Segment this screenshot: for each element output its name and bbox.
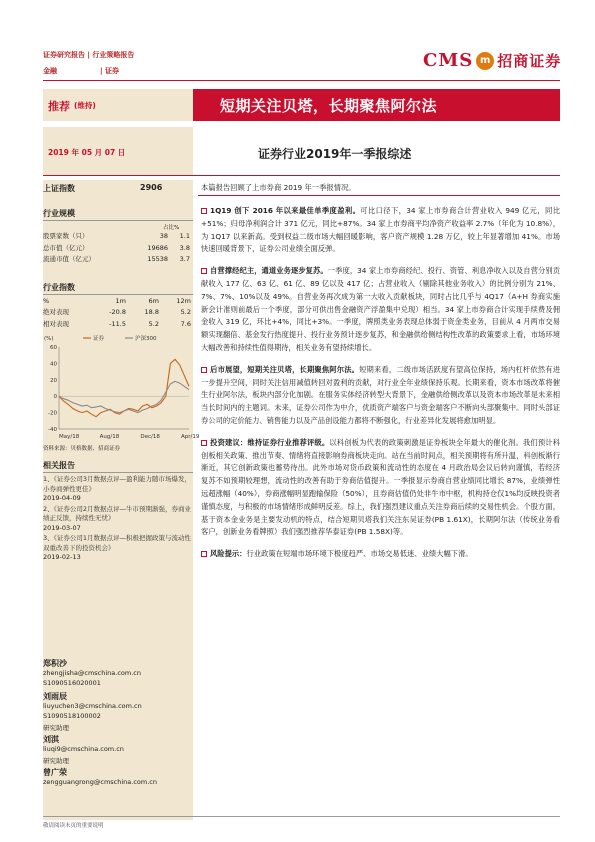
related-report-date: 2019-03-07 — [43, 523, 81, 532]
logo-mark-icon: m — [476, 52, 494, 70]
bullet-lead: 自营撑经纪主，通道业务逐步复苏。 — [210, 266, 328, 276]
y-tick-label: 40 — [50, 361, 57, 368]
main-body — [201, 205, 560, 561]
analyst-name: 曾广荣 — [43, 767, 67, 777]
related-title: 相关报告 — [43, 461, 75, 470]
related-report-date: 2019-04-09 — [43, 494, 81, 502]
summary-rule — [198, 195, 560, 196]
subsector-label: | 证券 — [100, 67, 119, 75]
bullet-item — [201, 265, 560, 355]
sector-label: 金融 — [43, 67, 57, 75]
analyst-list — [43, 658, 193, 787]
perf-row-label: 绝对表现 — [43, 308, 69, 316]
perf-row — [43, 320, 193, 330]
scale-row-label: 总市值（亿元） — [43, 243, 89, 252]
bullet-lead: 投资建议：维持证券行业推荐评级。 — [210, 437, 330, 447]
scale-row — [43, 244, 193, 254]
analyst-name: 刘淇 — [43, 734, 59, 744]
bullet-item — [201, 364, 560, 428]
perf-title: 行业指数 — [43, 283, 75, 292]
series-line — [59, 381, 189, 412]
logo-cn-text: 招商证券 — [497, 52, 562, 70]
legend-label: 证券 — [93, 336, 105, 342]
related-report-item[interactable]: 1、《证券公司3月数据点评—盈利能力随市场爆发，小券商弹性更佳》 — [43, 475, 192, 493]
perf-header-1m: 1m — [115, 297, 126, 305]
subtitle-rule — [43, 175, 560, 176]
perf-header-12m: 12m — [176, 297, 191, 305]
analyst-email[interactable]: liuyuchen3@cmschina.com.cn — [43, 702, 142, 710]
bullet-square-icon — [201, 268, 207, 274]
analyst-card — [43, 757, 193, 787]
scale-row-pct: 1.1 — [179, 232, 190, 240]
bullet-text: 行业政策在短端市场环境下极度趋严、市场交易低迷、业绩大幅下滑。 — [246, 549, 473, 559]
y-tick-label: 0 — [53, 394, 57, 401]
header-rule — [43, 80, 560, 81]
y-unit-label: (%) — [44, 336, 54, 342]
y-tick-label: 60 — [50, 345, 57, 351]
related-report-date: 2019-02-13 — [43, 553, 81, 561]
analyst-email[interactable]: zengguangrong@cmschina.com.cn — [43, 777, 157, 786]
bullet-item — [201, 437, 560, 539]
bullet-text: 可比口径下，34 家上市券商合计营业收入 949 亿元，同比+51%；归母净利润合计 371 亿元，同比+87%。34 家上市券商平均净资产收益率 2.7%（年化为 10.8%），为 1Q17 以来新高。受到权益二级市场大幅回暖影响，客户资产规模 1.28 万亿，较上年显著增加 41%。市场快速回暖背景下，证券公司业绩全面反弹。 — [201, 206, 560, 254]
related-rule — [43, 472, 193, 473]
bullet-square-icon — [201, 367, 207, 373]
scale-row-value: 38 — [159, 232, 168, 240]
perf-rule — [43, 294, 193, 295]
x-tick-label: Apr/19 — [181, 434, 200, 440]
report-title: 短期关注贝塔，长期聚焦阿尔法 — [220, 97, 438, 115]
perf-row — [43, 308, 193, 318]
brand-logo — [423, 50, 561, 71]
scale-row-pct: 3.8 — [179, 243, 190, 252]
bullet-text: 以科创板为代表的政策刺激是证券板块全年最大的催化剂。我们预计科创板相关政策、推出节奏、情绪将直接影响券商板块走向。站在当前时间点，相关预期将有所升温，科创板渐行渐近，其它创新政策也蓄势待出。此外市场对货币政策和流动性的态度在 4 月政治局会议后转向谨慎，若经济复苏不如预期较理想，流动性的改善有助于券商估值提升。一季报显示券商自营业绩同比增长 87%，业绩弹性远超涨幅（40%），券商涨幅明显跑输保险（50%），且券商估值仍处非牛市中枢，机构持仓仅1%均反映投资者谨慎态度，与积极的市场情绪形成鲜明反差。综上，我们强烈建议重点关注券商后续的交易性机会。个股方面，基于资本金业务是主要发动机的特点，结合短期贝塔我们关注东吴证券(PB 1.61X)，长期阿尔法（传统业务看客户，创新业务看牌照）我们强烈推荐华泰证券(PB 1.58X)等。 — [201, 437, 561, 537]
chart-source: 资料来源：贝格数据、招商证券 — [43, 446, 121, 452]
index-label: 上证指数 — [43, 184, 75, 193]
bullet-square-icon — [201, 208, 207, 214]
bullet-item — [201, 548, 560, 561]
analyst-email[interactable]: liuqi9@cmschina.com.cn — [43, 744, 124, 753]
y-tick-label: 20 — [50, 377, 57, 384]
series-line — [59, 359, 189, 416]
related-list — [43, 475, 193, 563]
x-tick-label: May/18 — [59, 434, 80, 440]
analyst-role: 研究助理 — [43, 757, 69, 765]
scale-title: 行业规模 — [43, 209, 75, 218]
perf-header-unit: % — [43, 297, 50, 305]
scale-row-value: 19686 — [147, 243, 168, 252]
rating: 推荐 — [48, 100, 70, 113]
perf-row-12m: 7.6 — [180, 320, 191, 328]
perf-row-6m: 5.2 — [148, 320, 159, 328]
scale-col-header: 占比% — [163, 225, 180, 231]
scale-rule — [43, 220, 193, 221]
bullet-text: 一季度，34 家上市券商经纪、投行、资管、利息净收入以及自营分别贡献收入 177 亿、63 亿、61 亿、89 亿以及 417 亿；占营业收入（剔除其他业务收入）的比例分别为 21%、7%、7%、10%以及 49%。自营业务再次成为第一大收入贡献板块，同时占比几乎与 4Q17（A+H 券商实施新会计准则前最后一个季度，部分可供出售金融资产浮盈集中兑现）相当。34 家上市券商合计实现手续费及佣金收入 319 亿，环比+4%，同比+3%。一季度，牌照类业务表现总体弱于资金类业务，目前从 4 月两市交易额实现翻倍、基金发行热度提升、投行业务预计逐步复苏，和金融供给侧结构性改革的政策要求上看，市场环境大幅改善和持续性值得期待，相关业务有望持续增长。 — [201, 266, 561, 352]
bullet-lead: 1Q19 创下 2016 年以来最佳单季度盈利。 — [210, 206, 361, 215]
bullet-square-icon — [201, 551, 207, 557]
scale-table — [43, 232, 193, 265]
footer-rule — [43, 816, 560, 817]
analyst-card — [43, 724, 193, 754]
scale-row — [43, 232, 193, 242]
legend-label: 沪深300 — [135, 336, 157, 342]
scale-row-pct: 3.7 — [179, 255, 190, 263]
analyst-role: 研究助理 — [43, 724, 69, 732]
report-subtitle: 证券行业2019年一季报综述 — [258, 147, 412, 161]
scale-row — [43, 255, 193, 265]
bullet-text: 短期来看，二级市场活跃度有望高位保持，场内杠杆依然有进一步提升空间，同时关注信用减值转回对盈利的贡献，对行业全年业绩保持乐观。长期来看，资本市场改革将催生行业阿尔法，板块内部分化加剧。在服务实体经济转型大背景下，金融供给侧改革以及资本市场改革是未来相当长时间内的主题词。未来，证券公司作为中介，优质资产端客户与资金端客户不断向头部聚集中。同时头部证券公司的定价能力、销售能力以及产品创设能力都将不断强化，行业差异化发展将愈加明显。 — [201, 364, 561, 425]
related-report-item[interactable]: 2、《证券公司2月数据点评—牛市预期渐强，券商业绩正反馈，持续性无忧》 — [43, 504, 192, 522]
perf-row-1m: -11.5 — [109, 320, 126, 328]
rating-note: (维持) — [74, 101, 96, 110]
bullet-square-icon — [201, 440, 207, 446]
x-tick-label: Aug/18 — [99, 434, 120, 440]
analyst-email[interactable]: zhengjisha@cmschina.com.cn — [43, 669, 141, 677]
analyst-name: 郑积沙 — [43, 659, 67, 668]
perf-row-6m: 18.8 — [144, 308, 159, 316]
index-value: 2906 — [140, 183, 163, 192]
perf-row-12m: 5.2 — [180, 308, 191, 316]
perf-header-6m: 6m — [148, 297, 159, 305]
perf-row-1m: -20.8 — [109, 308, 126, 316]
related-report-item[interactable]: 3、《证券公司1月数据点评—积极把握政策与流动性双重改善下的投资机会》 — [43, 534, 192, 552]
analyst-cert: S1090516020001 — [43, 678, 101, 687]
report-date: 2019 年 05 月 07 日 — [48, 148, 126, 157]
performance-chart — [43, 333, 200, 441]
report-type: 证券研究报告 | 行业策略报告 — [43, 51, 135, 59]
logo-cms-text: CMS — [423, 50, 474, 71]
analyst-name: 刘雨辰 — [43, 692, 67, 701]
x-tick-label: Dec/18 — [140, 434, 160, 440]
bullet-lead: 风险提示： — [210, 549, 247, 559]
analyst-card — [43, 691, 193, 721]
y-tick-label: -40 — [48, 427, 57, 433]
summary: 本篇报告回顾了上市券商 2019 年一季报情况。 — [201, 183, 356, 192]
y-tick-label: -20 — [48, 410, 57, 417]
scale-row-label: 流通市值（亿元） — [43, 255, 95, 263]
perf-row-label: 相对表现 — [43, 320, 69, 328]
scale-row-value: 15538 — [147, 255, 168, 263]
analyst-card — [43, 658, 193, 688]
footer-note: 敬请阅读末页的重要说明 — [43, 823, 104, 829]
analyst-cert: S1090518100002 — [43, 711, 101, 720]
perf-header — [43, 297, 193, 307]
bullet-lead: 后市展望，短期关注贝塔，长期聚焦阿尔法。 — [210, 364, 360, 374]
bullet-item — [201, 205, 560, 256]
scale-row-label: 股票家数（只） — [43, 232, 89, 240]
